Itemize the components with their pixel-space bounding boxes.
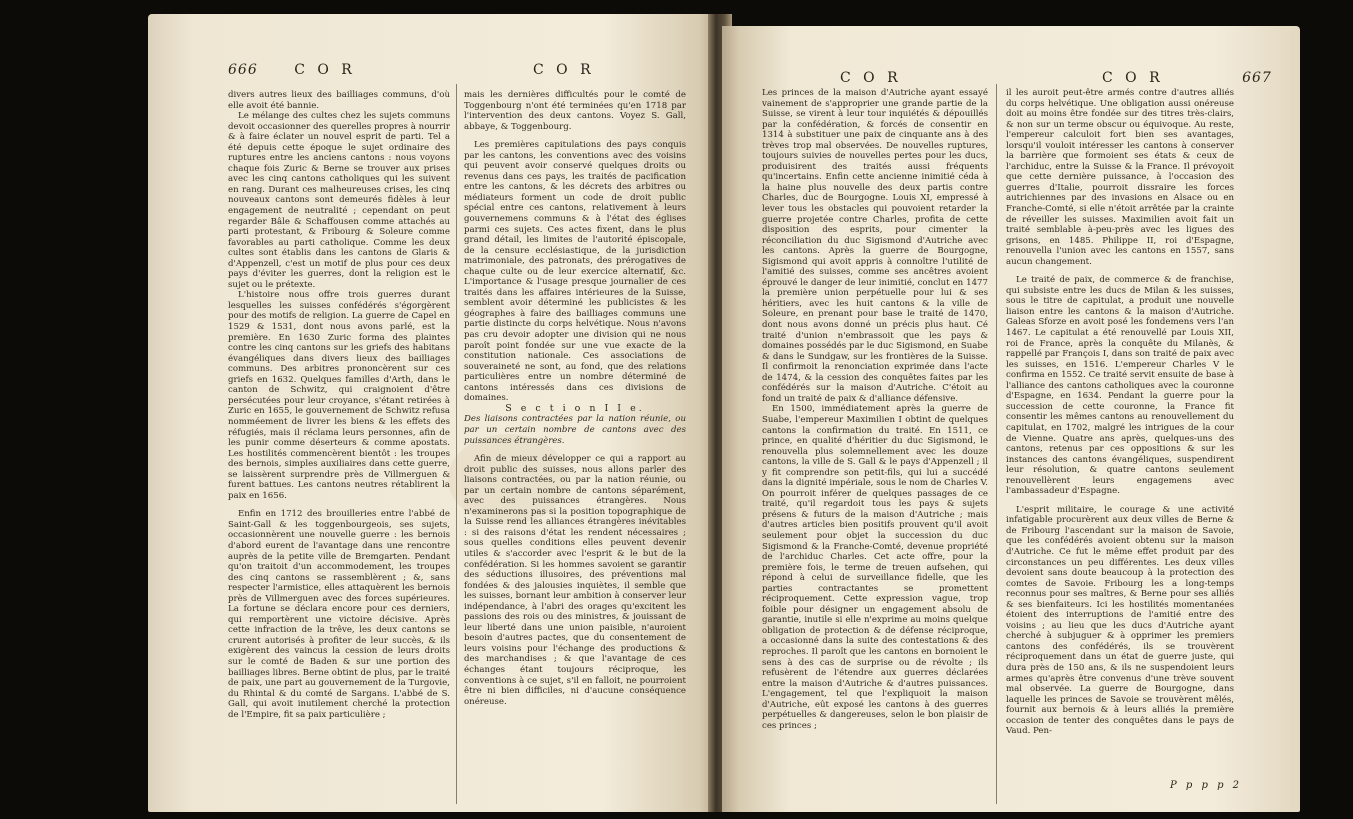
running-head-right-column: C O R	[533, 62, 595, 78]
section-subtitle: Des liaisons contractées par la nation réunie, ou par un certain nombre de cantons avec des puissances étrangères.	[464, 414, 686, 446]
left-column-1	[228, 90, 450, 720]
running-head: C O R	[840, 70, 902, 86]
paragraph: Enfin en 1712 des brouilleries entre l'abbé de Saint-Gall & les toggenbourgeois, ses sujets, occasionnèrent une nouvelle guerre : les bernois d'abord eurent de l'avantage dans une rencontre auprès de la petite ville de Bremgarten. Pendant qu'on traitoit d'un accommodement, les troupes des cinq cantons se rassemblèrent ; &, sans respecter l'armistice, elles attaquèrent les bernois près de Villmerguen avec des forces supérieures. La fortune se déclara encore pour ces derniers, qui remportèrent une victoire décisive. Après cette infraction de la trêve, les deux cantons se crurent autorisés à profiter de leur succès, & ils exigèrent des vaincus la cession de leurs droits sur le comté de Baden & sur une portion des bailliages libres. Berne obtint de plus, par le traité de paix, une part au gouvernement de la Turgovie, du Rhintal & du comté de Sargans. L'abbé de S. Gall, qui avoit inutilement cherché la protection de l'Empire, fit sa paix particulière ;	[228, 509, 450, 720]
paragraph: mais les dernières difficultés pour le comté de Toggenbourg n'ont été terminées qu'en 1718 par l'intervention des deux cantons. Voyez S. Gall, abbaye, & Toggenbourg.	[464, 90, 686, 132]
paragraph: Afin de mieux développer ce qui a rapport au droit public des suisses, nous allons parler des liaisons contractées, ou par la nation réunie, ou par un certain nombre de cantons séparément, avec des puissances étrangères. Nous n'examinerons pas si la position topographique de la Suisse rend les alliances étrangères inévitables : si des raisons d'état les rendent nécessaires ; sous quelles conditions elles peuvent devenir utiles & s'accorder avec l'esprit & le but de la confédération. Si les hommes savoient se garantir des séductions illusoires, des préventions mal fondées & des jalousies inquiètes, il semble que les suisses, bornant leur ambition à conserver leur indépendance, à l'abri des orages qu'excitent les passions des rois ou des ministres, & jouissant de leur liberté dans une union paisible, n'auroient besoin d'autres pactes, que du consentement de leurs voisins pour l'échange des productions & des marchandises ; & que l'avantage de ces échanges étant toujours réciproque, les conventions à ce sujet, s'il en falloit, ne pourroient être ni bien difficiles, ni d'aucune conséquence onéreuse.	[464, 454, 686, 707]
paragraph: divers autres lieux des bailliages communs, d'où elle avoit été bannie.	[228, 90, 450, 111]
page-number: 666	[228, 62, 258, 78]
column-rule	[996, 84, 997, 804]
section-heading: S e c t i o n I I e.	[505, 402, 645, 414]
paragraph: il les auroit peut-être armés contre d'autres alliés du corps helvétique. Une obligation aussi onéreuse doit au moins être fondée sur des titres très-clairs, & non sur un terme obscur ou équivoque. Au reste, l'empereur calculoit fort bien ses avantages, lorsqu'il vouloit intéresser les cantons à conserver la barrière que formoient ses états & ceux de l'archiduc, entre la Suisse & la France. Il prévoyoit que cette dernière puissance, à l'occasion des guerres d'Italie, pourroit dissraire les forces autrichiennes par des invasions en Alsace ou en Franche-Comté, si elle n'étoit arrêtée par la crainte de réveiller les suisses. Maximilien avoit fait un traité semblable à-peu-près avec les ligues des grisons, en 1485. Philippe II, roi d'Espagne, renouvella l'union avec les cantons en 1557, sans aucun changement.	[1006, 88, 1234, 267]
signature-mark: P p p p 2	[1170, 780, 1243, 791]
left-column-2	[464, 90, 686, 707]
running-head: C O R	[294, 62, 356, 78]
running-head: C O R	[1102, 70, 1164, 86]
paragraph: L'histoire nous offre trois guerres durant lesquelles les suisses confédérés s'égorgèrent pour des motifs de religion. La guerre de Capel en 1529 & 1531, dont nous avons parlé, est la première. En 1630 Zuric forma des plaintes contre les cinq cantons sur les griefs des habitans évangéliques dans divers lieux des bailliages communs. Des arbitres prononcèrent sur ces griefs en 1632. Quelques familles d'Arth, dans le canton de Schwitz, qui craignoient d'être persécutées pour leur croyance, s'étant retirées à Zuric en 1655, le gouvernement de Schwitz refusa nomméement de livrer les biens & les effets des réfugiés, mais il réclama leurs personnes, afin de les punir comme déserteurs & comme apostats. Les hostilités commencèrent bientôt : les troupes des bernois, simples auxiliaires dans cette guerre, se laissèrent surprendre près de Villmerguen & furent battues. Les cantons neutres rétablirent la paix en 1656.	[228, 290, 450, 501]
right-page	[722, 26, 1300, 812]
paragraph: Les princes de la maison d'Autriche ayant essayé vainement de s'approprier une grande partie de la Suisse, se virent à leur tour inquiétés & dépouillés par la confédération, & forcés de consentir en 1314 à substituer une paix de cinquante ans à des trèves trop mal observées. De nouvelles ruptures, toujours suivies de nouvelles pertes pour les ducs, produisirent des traités aussi fréquents qu'incertains. Enfin cette ancienne inimitié céda à la haine plus nouvelle des deux partis contre Charles, duc de Bourgogne. Louis XI, empressé à lever tous les obstacles qui pouvoient retarder la guerre projetée contre Charles, profita de cette disposition des esprits, pour cimenter la réconciliation du duc Sigismond d'Autriche avec les cantons. Après la guerre de Bourgogne, Sigismond qui avoit appris à connoître l'utilité de l'amitié des suisses, comme ses ancêtres avoient éprouvé le danger de leur inimitié, conclut en 1477 la première union perpétuelle pour lui & ses héritiers, avec les huit cantons & la ville de Soleure, en prenant pour base le traité de 1470, dont nous avons donné un précis plus haut. Cé traité d'union n'embrassoit que les pays & domaines possédés par le duc Sigismond, en Suabe & dans le Sundgaw, sur les frontières de la Suisse. Il confirmoit la renonciation exprimée dans l'acte de 1474, & la cession des conquêtes faites par les confédérés sur la maison d'Autriche. C'étoit au fond un traité de paix & d'alliance défensive.	[762, 88, 988, 404]
paragraph: Le mélange des cultes chez les sujets communs devoit occasionner des querelles propres à nourrir & à faire éclater un nouvel esprit de parti. Tel a été depuis cette époque le sujet ordinaire des ruptures entre les anciens cantons : nous voyons chaque fois Zuric & Berne se trouver aux prises avec les cinq cantons catholiques qui les suivent en rang. Durant ces malheureuses crises, les cinq nouveaux cantons sont demeurés fidèles à leur engagement de neutralité ; cependant on peut regarder Bâle & Schaffousen comme attachés au parti protestant, & Fribourg & Soleure comme favorables au parti catholique. Comme les deux cultes sont établis dans les cantons de Glaris & d'Appenzell, c'est un motif de plus pour ces deux pays d'éviter les guerres, dont la religion est le sujet ou le prétexte.	[228, 111, 450, 290]
paragraph: L'esprit militaire, le courage & une activité infatigable procurèrent aux deux villes de Berne & de Fribourg l'ascendant sur la maison de Savoie, que les confédérés avoient obtenu sur la maison d'Autriche. Ce fut le même effet produit par des circonstances un peu différentes. Les deux villes devoient sans doute beaucoup à la protection des comtes de Savoie. Fribourg les a long-temps reconnus pour ses maîtres, & Berne pour ses alliés & ses bienfaiteurs. Ici les hostilités momentanées étoient des interruptions de l'amitié entre des voisins ; au lieu que les ducs d'Autriche ayant cherché à subjuguer & à opprimer les premiers cantons des confédérés, ils se trouvèrent réciproquement dans un état de guerre juste, qui dura près de 150 ans, & ils ne suspendoient leurs armes qu'après être convenus d'une trève souvent mal observée. La guerre de Bourgogne, dans laquelle les princes de Savoie se trouvèrent mêlés, fournit aux bernois & à leurs alliés la première occasion de tenter des conquêtes dans le pays de Vaud. Pen-	[1006, 504, 1234, 737]
paragraph: Le traité de paix, de commerce & de franchise, qui subsiste entre les ducs de Milan & les suisses, sous le titre de capitulat, a produit une nouvelle liaison entre les cantons & la maison d'Autriche. Galeas Sforze en avoit posé les fondemens vers l'an 1467. Le capitulat a été renouvellé par Louis XII, roi de France, après la conquête du Milanès, & rappellé par François I, dans son traité de paix avec les suisses, en 1516. L'empereur Charles V le confirma en 1552. Ce traité servit ensuite de base à l'alliance des cantons catholiques avec la couronne d'Espagne, en 1634. Pendant la guerre pour la succession de cette couronne, la France fit consentir les mêmes cantons au renouvellement du capitulat, en 1702, malgré les intrigues de la cour de Vienne. Quatre ans après, quelques-uns des cantons, retenus par ces oppositions & sur les instances des cantons évangéliques, suspendirent leur résolution, & quatre cantons seulement renouvellèrent leurs engagemens avec l'ambassadeur d'Espagne.	[1006, 275, 1234, 497]
page-number: 667	[1242, 70, 1272, 86]
column-rule	[456, 84, 457, 804]
left-page	[148, 14, 716, 812]
right-page-header	[1102, 70, 1272, 86]
right-column-2	[1006, 88, 1234, 737]
right-column-1	[762, 88, 988, 731]
left-page-header	[228, 62, 356, 78]
paragraph: En 1500, immédiatement après la guerre de Suabe, l'empereur Maximilien I obtint de quelques cantons la confirmation du traité. En 1511, ce prince, en qualité d'héritier du duc Sigismond, le renouvella plus solemnellement avec les douze cantons, la ville de S. Gall & le pays d'Appenzell ; il y fit comprendre son petit-fils, qui lui a succédé dans la dignité impériale, sous le nom de Charles V. On pourroit inférer de quelques passages de ce traité, qu'il regardoit tous les pays & sujets présens & futurs de la maison d'Autriche ; mais d'autres articles bien positifs prouvent qu'il avoit seulement pour objet la succession du duc Sigismond & la Franche-Comté, devenue propriété de l'archiduc Charles. Cet acte offre, pour la première fois, le terme de treuen aufsehen, qui répond à celui de surveillance fidelle, que les parties contractantes se promettent réciproquement. Cette expression vague, trop foible pour désigner un engagement absolu de garantie, inutile si elle n'exprime au moins quelque obligation de protection & de défense réciproque, a occasionné dans la suite des contestations & des reproches. Il paroît que les cantons en bornoient le sens à des cas de surprise ou de révolte ; ils refusèrent de l'étendre aux guerres déclarées entre la maison d'Autriche & d'autres puissances. L'engagement, tel que l'expliquoit la maison d'Autriche, eût exposé les cantons à des guerres perpétuelles & dangereuses, selon le bon plaisir de ces princes ;	[762, 404, 988, 731]
paragraph: Les premières capitulations des pays conquis par les cantons, les conventions avec des voisins qui peuvent avoir conservé quelques droits ou revenus dans ces pays, les traités de pacification entre les cantons, & les décrets des arbitres ou médiateurs forment un code de droit public spécial entre ces cantons, relativement à leurs gouvernemens communs & à l'état des églises parmi ces sujets. Ces actes fixent, dans le plus grand détail, les limites de l'autorité épiscopale, de la censure ecclésiastique, de la jurisdiction matrimoniale, des patronats, des prérogatives de chaque culte ou de leur exercice alternatif, &c. L'importance & l'usage presque journalier de ces traités dans les affaires intérieures de la Suisse, semblent avoir déterminé les publicistes & les géographes à faire des bailliages communs une partie distincte du corps helvétique. Nous n'avons pas cru devoir adopter une division qui ne nous paroît point fondée sur une vue exacte de la constitution nationale. Ces associations de souveraineté ne sont, au fond, que des relations particulières entre un nombre déterminé de cantons intéressés dans ces divisions de domaines.	[464, 140, 686, 404]
